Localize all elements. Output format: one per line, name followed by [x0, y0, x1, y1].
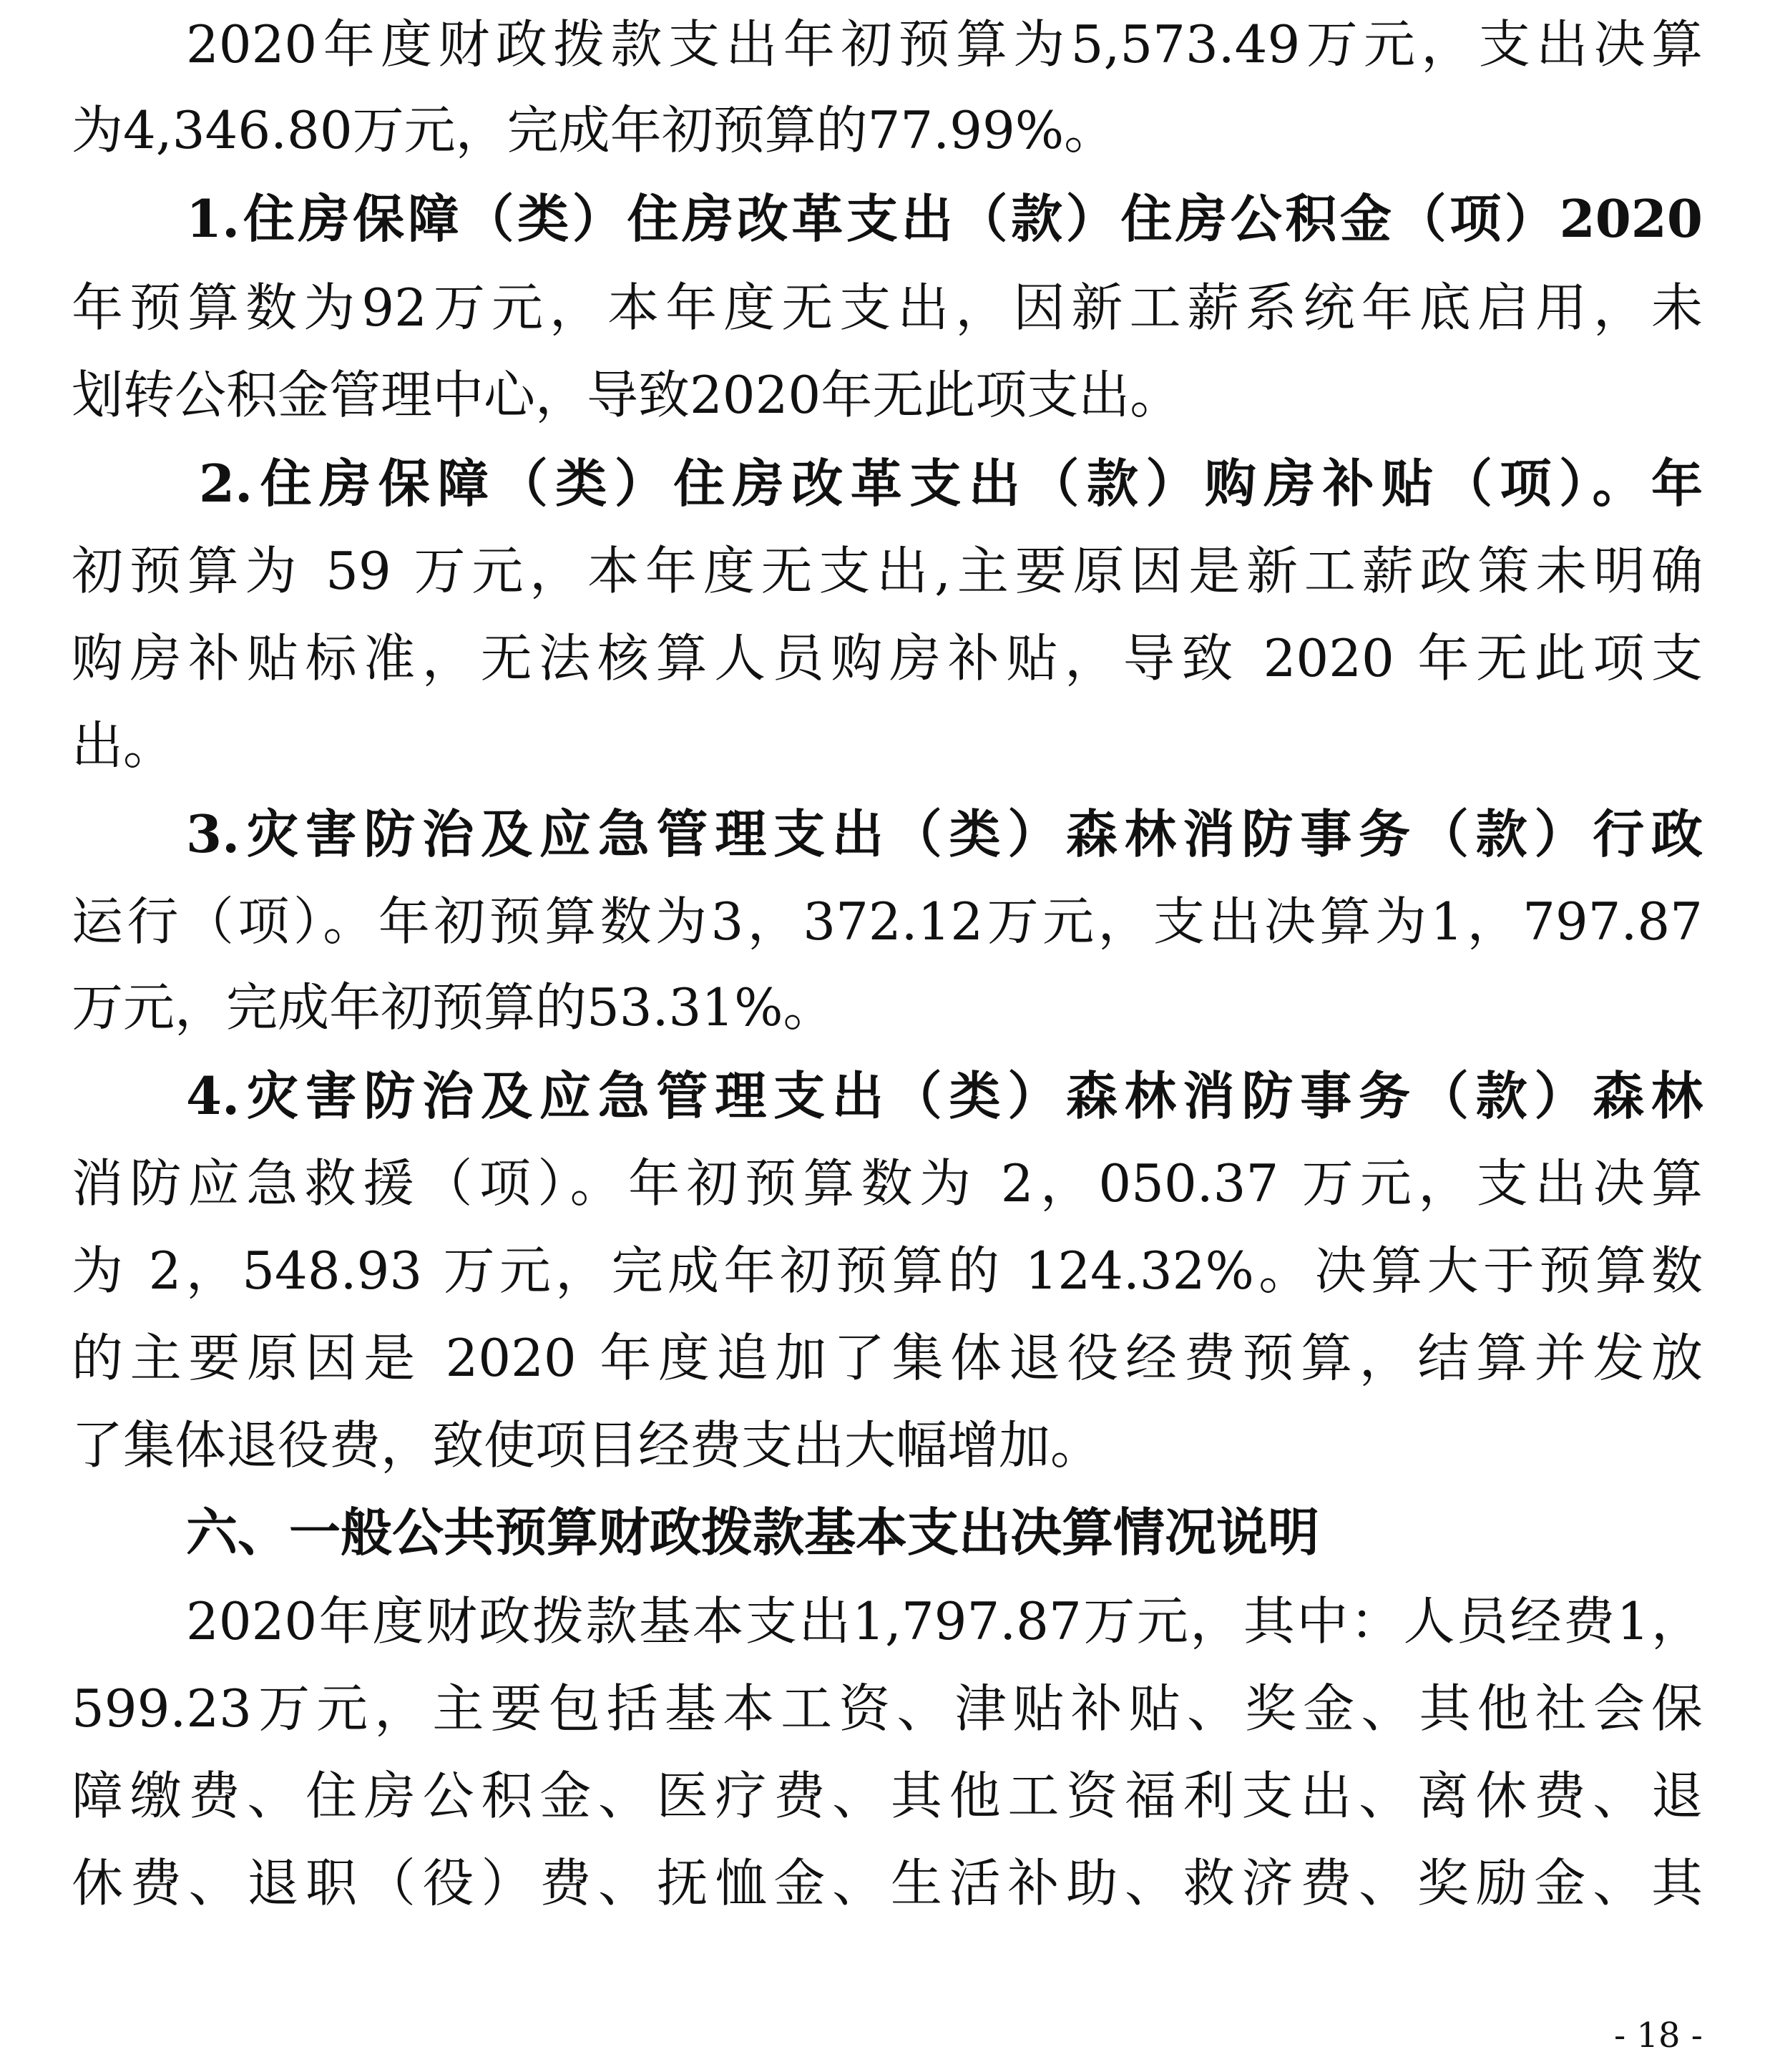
basic-expenditure-line-3: 障缴费、住房公积金、医疗费、其他工资福利支出、离休费、退 [72, 1766, 1703, 1826]
item-4-line-1: 4.灾害防治及应急管理支出（类）森林消防事务（款）森林 [186, 1065, 1703, 1126]
page-number: - 18 - [1613, 2015, 1703, 2056]
item-4-line-3: 为 2，548.93 万元，完成年初预算的 124.32%。决算大于预算数 [72, 1241, 1703, 1301]
item-4-line-4: 的主要原因是 2020 年度追加了集体退役经费预算，结算并发放 [72, 1328, 1703, 1388]
basic-expenditure-line-1: 2020年度财政拨款基本支出1,797.87万元，其中：人员经费1， [186, 1591, 1703, 1651]
item-1-line-1: 1.住房保障（类）住房改革支出（款）住房公积金（项）2020 [186, 188, 1703, 249]
item-4-line-5: 了集体退役费，致使项目经费支出大幅增加。 [72, 1415, 1102, 1475]
item-4-line-2: 消防应急救援（项）。年初预算数为 2，050.37 万元，支出决算 [72, 1153, 1703, 1213]
paragraph-1-line-1: 2020年度财政拨款支出年初预算为5,573.49万元，支出决算 [186, 14, 1703, 74]
item-3-line-1: 3.灾害防治及应急管理支出（类）森林消防事务（款）行政 [186, 803, 1703, 864]
item-2-line-1: 2.住房保障（类）住房改革支出（款）购房补贴（项）。年 [199, 453, 1703, 514]
item-3-line-2: 运行（项）。年初预算数为3，372.12万元，支出决算为1，797.87 [72, 891, 1703, 952]
basic-expenditure-line-4: 休费、退职（役）费、抚恤金、生活补助、救济费、奖励金、其 [72, 1853, 1703, 1913]
item-2-line-4: 出。 [72, 715, 175, 776]
item-1-line-3: 划转公积金管理中心，导致2020年无此项支出。 [72, 365, 1182, 425]
item-1-line-2: 年预算数为92万元，本年度无支出，因新工薪系统年底启用，未 [72, 278, 1703, 338]
section-heading: 六、一般公共预算财政拨款基本支出决算情况说明 [186, 1502, 1320, 1563]
paragraph-1-line-2: 为4,346.80万元，完成年初预算的77.99%。 [72, 100, 1116, 160]
basic-expenditure-line-2: 599.23万元，主要包括基本工资、津贴补贴、奖金、其他社会保 [72, 1678, 1703, 1739]
item-2-line-2: 初预算为 59 万元，本年度无支出,主要原因是新工薪政策未明确 [72, 541, 1703, 601]
item-2-line-3: 购房补贴标准，无法核算人员购房补贴，导致 2020 年无此项支 [72, 628, 1703, 688]
item-3-line-3: 万元，完成年初预算的53.31%。 [72, 977, 835, 1037]
